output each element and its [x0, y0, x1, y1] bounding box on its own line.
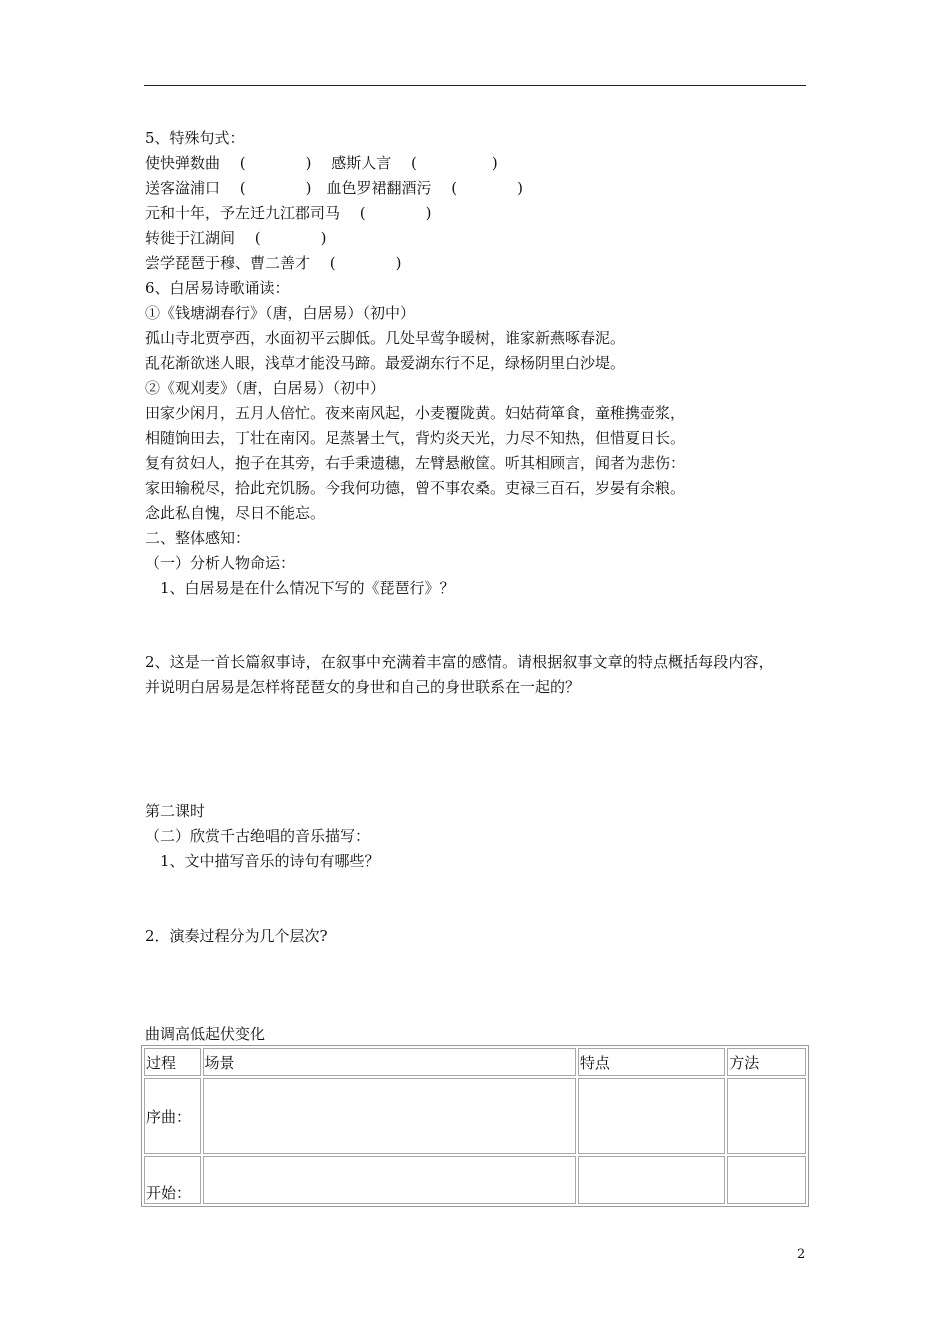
poem-2-line: 复有贫妇人，抱子在其旁，右手秉遗穗，左臂悬敝筐。听其相顾言，闻者为悲伤： — [145, 454, 686, 472]
process-table — [141, 1045, 809, 1207]
table-row-label: 序曲： — [144, 1078, 201, 1154]
table-header-cell: 方法 — [727, 1048, 806, 1076]
table-cell — [203, 1156, 576, 1204]
page-number: 2 — [797, 1247, 806, 1262]
lesson-2-question-2: 2．演奏过程分为几个层次? — [145, 927, 328, 945]
table-cell — [727, 1156, 806, 1204]
header-rule — [144, 85, 806, 86]
table-header-cell: 场景 — [203, 1048, 576, 1076]
part-2-question-1: 1、白居易是在什么情况下写的《琵琶行》？ — [145, 579, 455, 597]
poem-2-heading: ②《观刈麦》（唐，白居易）（初中） — [145, 379, 386, 397]
lesson-2-title: 第二课时 — [145, 802, 206, 820]
lesson-2-subheading: （二）欣赏千古绝唱的音乐描写： — [145, 827, 371, 845]
table-caption: 曲调高低起伏变化 — [145, 1025, 266, 1043]
table-cell — [203, 1078, 576, 1154]
section-5-row-2: 送客湓浦口 ( ) 血色罗裙翻酒污 ( ) — [145, 179, 523, 197]
section-5-row-3: 元和十年，予左迁九江郡司马 ( ) — [145, 204, 432, 222]
poem-1-line: 孤山寺北贾亭西，水面初平云脚低。几处早莺争暖树，谁家新燕啄春泥。 — [145, 329, 626, 347]
table-header-row — [144, 1048, 806, 1076]
section-5-title: 5、特殊句式： — [145, 129, 245, 147]
table-row-label: 开始： — [144, 1156, 201, 1204]
section-5-row-5: 尝学琵琶于穆、曹二善才 ( ) — [145, 254, 402, 272]
part-2-title: 二、整体感知： — [145, 529, 251, 547]
poem-2-line: 田家少闲月，五月人倍忙。夜来南风起，小麦覆陇黄。妇姑荷箪食，童稚携壶浆， — [145, 404, 686, 422]
part-2-subheading: （一）分析人物命运： — [145, 554, 296, 572]
poem-1-heading: ①《钱塘湖春行》（唐，白居易）（初中） — [145, 304, 416, 322]
section-5-row-1: 使快弹数曲 ( ) 感斯人言 ( ) — [145, 154, 498, 172]
section-6-title: 6、白居易诗歌诵读： — [145, 279, 290, 297]
table-cell — [578, 1156, 725, 1204]
lesson-2-question-1: 1、文中描写音乐的诗句有哪些？ — [145, 852, 380, 870]
poem-2-line: 家田输税尽，拾此充饥肠。今我何功德，曾不事农桑。吏禄三百石，岁晏有余粮。 — [145, 479, 686, 497]
table-cell — [578, 1078, 725, 1154]
section-5-row-4: 转徙于江湖间 ( ) — [145, 229, 327, 247]
poem-1-line: 乱花渐欲迷人眼，浅草才能没马蹄。最爱湖东行不足，绿杨阴里白沙堤。 — [145, 354, 626, 372]
table-header-cell: 特点 — [578, 1048, 725, 1076]
poem-2-line: 念此私自愧，尽日不能忘。 — [145, 504, 326, 522]
poem-2-line: 相随饷田去，丁壮在南冈。足蒸暑土气，背灼炎天光，力尽不知热，但惜夏日长。 — [145, 429, 686, 447]
table-cell — [727, 1078, 806, 1154]
table-row — [144, 1078, 806, 1154]
table-header-cell: 过程 — [144, 1048, 201, 1076]
part-2-question-2-line-1: 2、这是一首长篇叙事诗，在叙事中充满着丰富的感情。请根据叙事文章的特点概括每段内容， — [145, 653, 774, 671]
table-row — [144, 1156, 806, 1204]
part-2-question-2-line-2: 并说明白居易是怎样将琵琶女的身世和自己的身世联系在一起的？ — [145, 678, 581, 696]
